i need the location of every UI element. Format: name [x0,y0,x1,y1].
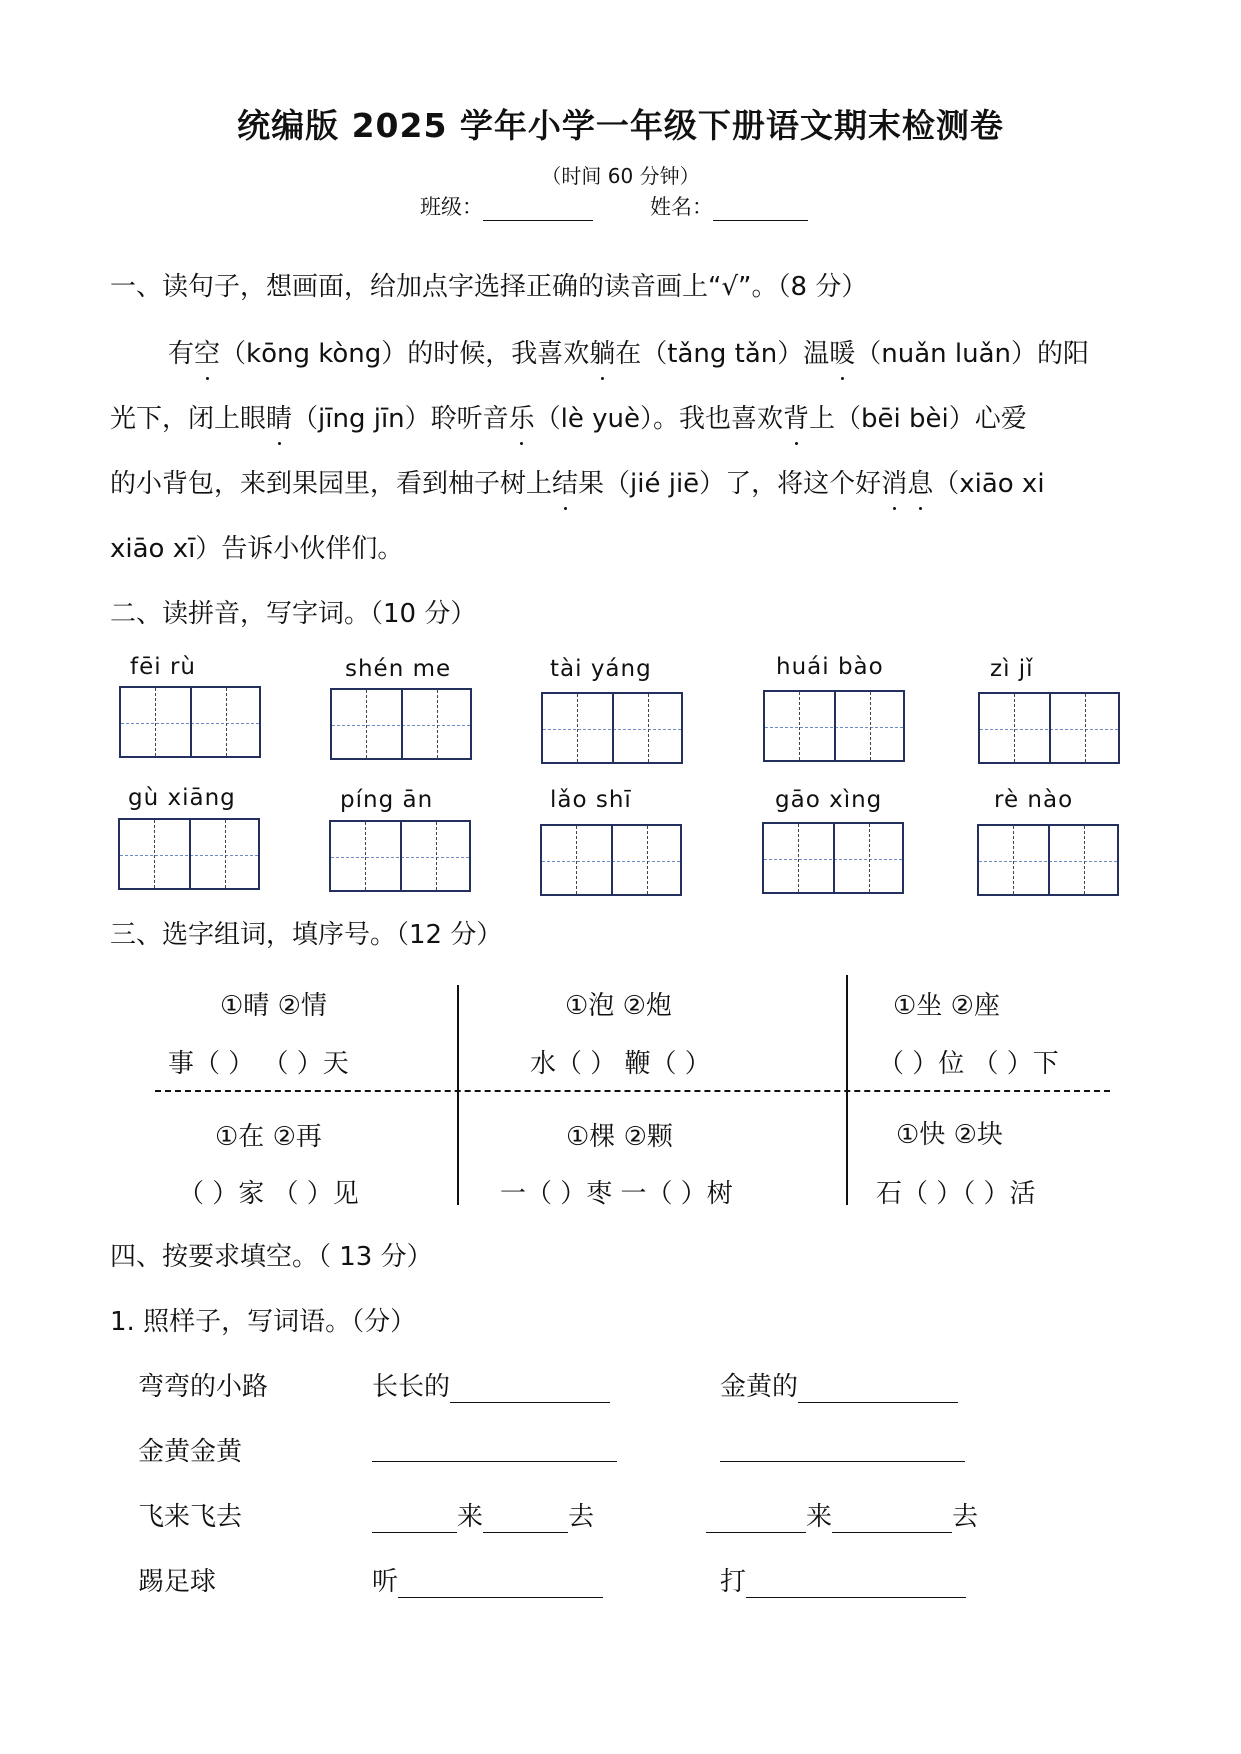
dotted-char: 结 [552,463,578,500]
char-options: ①坐 ②座 [893,991,1000,1021]
answer-blank[interactable] [398,1567,603,1598]
dotted-char: 睛 [266,398,292,435]
example-word: 踢足球 [138,1567,217,1597]
pinyin-label: rè nào [994,787,1074,813]
char-options: ①晴 ②情 [220,991,327,1021]
section1-line4: xiāo xī）告诉小伙伴们。 [110,534,404,564]
section4-heading: 四、按要求填空。（ 13 分） [110,1242,433,1272]
writing-grid[interactable] [118,818,260,890]
answer-blank[interactable] [720,1431,965,1462]
name-blank[interactable] [713,198,808,221]
writing-grid[interactable] [541,692,683,764]
section2-heading: 二、读拼音，写字词。（10 分） [110,599,477,629]
example-word: 飞来飞去 [138,1502,243,1532]
answer-blank[interactable] [832,1502,952,1533]
dotted-char: 息 [907,463,933,500]
example-word: 弯弯的小路 [138,1372,269,1402]
page-title: 统编版 2025 学年小学一年级下册语文期末检测卷 [237,106,1004,145]
column-divider [457,985,459,1205]
char-options: ①快 ②块 [896,1120,1003,1150]
answer-blank[interactable] [746,1567,966,1598]
word-blanks[interactable]: 一（ ）枣 一（ ）树 [500,1179,733,1209]
dotted-char: 躺 [589,333,615,370]
section1-line3: 的小背包，来到果园里，看到柚子树上结果（jié jiē）了，将这个好消息（xiāo xi [110,463,1140,500]
dotted-char: 消 [881,463,907,500]
time-limit: （时间 60 分钟） [541,164,700,188]
class-blank[interactable] [483,198,593,221]
dotted-char: 背 [783,398,809,435]
section3-heading: 三、选字组词，填序号。（12 分） [110,920,503,950]
fill-item: 金黄的 [720,1366,958,1403]
fill-item: 听 [372,1561,603,1598]
answer-blank[interactable] [798,1372,958,1403]
writing-grid[interactable] [330,688,472,760]
name-label: 姓名： [650,195,713,219]
name-field [650,191,808,221]
writing-grid[interactable] [978,692,1120,764]
char-options: ①棵 ②颗 [566,1122,673,1152]
question-1: 1. 照样子，写词语。（分） [110,1307,417,1337]
writing-grid[interactable] [762,822,904,894]
fill-item [372,1431,617,1462]
word-blanks[interactable]: 石（ ）（ ）活 [876,1179,1036,1209]
writing-grid[interactable] [763,690,905,762]
char-options: ①在 ②再 [215,1122,322,1152]
answer-blank[interactable] [372,1502,457,1533]
section1-line1: 有空（kōng kòng）的时候，我喜欢躺在（tǎng tǎn）温暖（nuǎn luǎn）的阳 [168,333,1198,370]
dotted-char: 乐 [509,398,535,435]
answer-blank[interactable] [483,1502,568,1533]
pinyin-label: zì jǐ [990,656,1034,682]
pinyin-label: huái bào [776,654,884,680]
fill-item: 来 去 [372,1496,594,1533]
word-blanks[interactable]: 事（ ） （ ）天 [168,1049,349,1079]
pinyin-label: shén me [345,656,452,682]
pinyin-label: tài yáng [550,656,652,682]
fill-item [720,1431,965,1462]
fill-item: 来 去 [706,1496,978,1533]
pinyin-label: fēi rù [130,654,196,680]
char-options: ①泡 ②炮 [565,991,672,1021]
dotted-char: 空 [194,333,220,370]
writing-grid[interactable] [329,820,471,892]
pinyin-label: gù xiāng [128,785,236,811]
writing-grid[interactable] [977,824,1119,896]
answer-blank[interactable] [706,1502,806,1533]
writing-grid[interactable] [119,686,261,758]
dotted-char: 暖 [829,333,855,370]
answer-blank[interactable] [450,1372,610,1403]
example-word: 金黄金黄 [138,1437,243,1467]
word-blanks[interactable]: （ ）位 （ ）下 [878,1049,1059,1079]
fill-item: 长长的 [372,1366,610,1403]
pinyin-label: lǎo shī [550,787,632,813]
pinyin-label: gāo xìng [775,787,883,813]
class-label: 班级： [420,195,483,219]
pinyin-label: píng ān [340,787,434,813]
fill-item: 打 [720,1561,966,1598]
word-blanks[interactable]: （ ）家 （ ）见 [178,1179,359,1209]
section1-line2: 光下，闭上眼睛（jīng jīn）聆听音乐（lè yuè）。我也喜欢背上（bēi bèi）心爱 [110,398,1140,435]
answer-blank[interactable] [372,1431,617,1462]
writing-grid[interactable] [540,824,682,896]
class-field [420,191,593,221]
section1-heading: 一、读句子，想画面，给加点字选择正确的读音画上“√”。（8 分） [110,272,868,302]
row-divider [155,1090,1110,1092]
word-blanks[interactable]: 水（ ） 鞭（ ） [530,1049,711,1079]
